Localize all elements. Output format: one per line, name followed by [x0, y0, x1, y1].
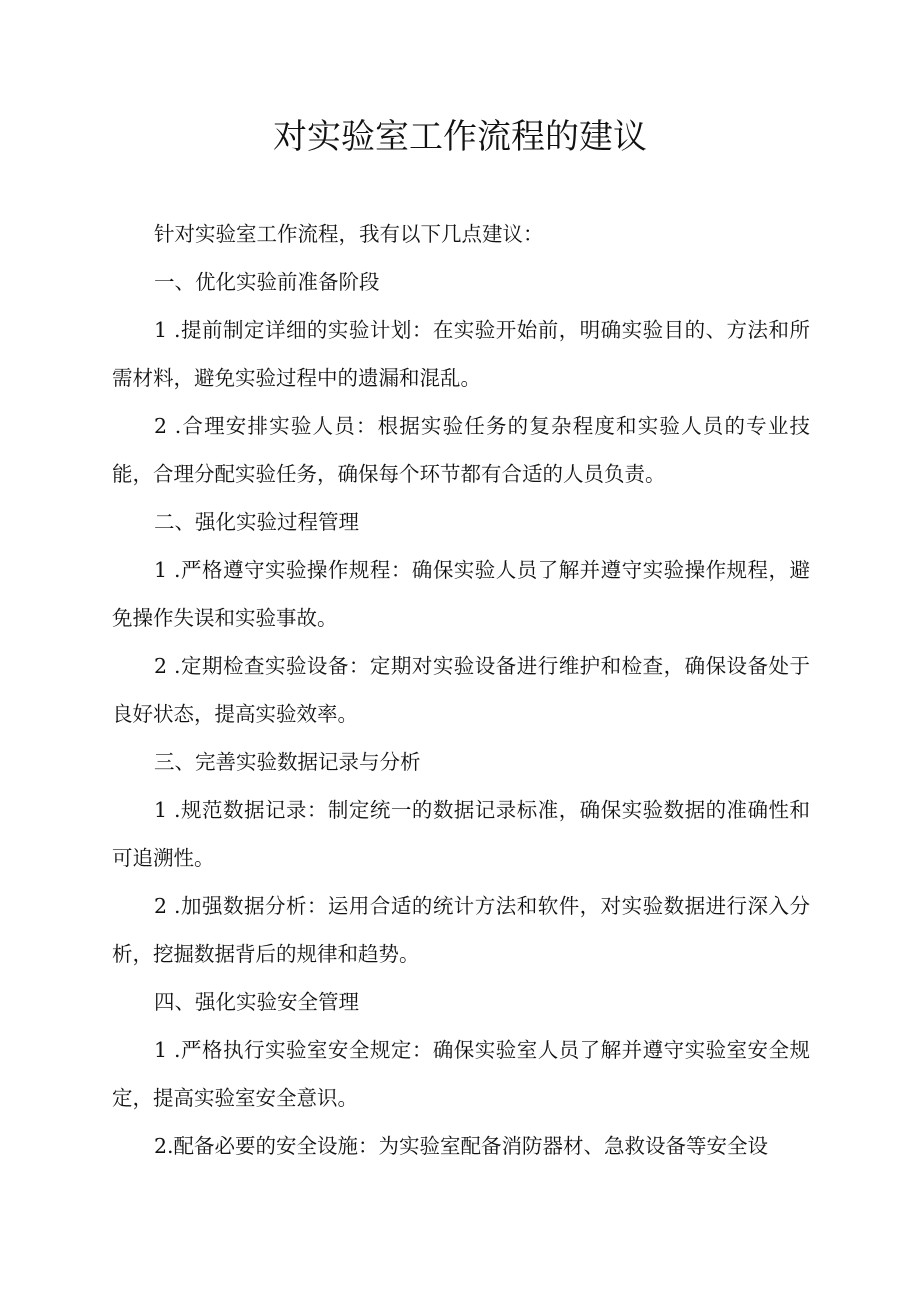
section-heading-1: 一、优化实验前准备阶段: [154, 270, 380, 294]
paragraph-3-2: 2 .加强数据分析：运用合适的统计方法和软件，对实验数据进行深入分析，挖掘数据背后的规律和趋势。: [112, 894, 810, 966]
paragraph-2-2: 2 .定期检查实验设备：定期对实验设备进行维护和检查，确保设备处于良好状态，提高实验效率。: [112, 654, 810, 726]
section-heading-2: 二、强化实验过程管理: [154, 510, 359, 534]
paragraph-4-2: 2.配备必要的安全设施：为实验室配备消防器材、急救设备等安全设: [154, 1134, 769, 1158]
paragraph-2-1: 1 .严格遵守实验操作规程：确保实验人员了解并遵守实验操作规程，避免操作失误和实验事故。: [112, 558, 810, 630]
document-title: 对实验室工作流程的建议: [273, 117, 647, 157]
paragraph-1-2: 2 .合理安排实验人员：根据实验任务的复杂程度和实验人员的专业技能，合理分配实验任务，确保每个环节都有合适的人员负责。: [112, 414, 810, 486]
paragraph-1-1: 1 .提前制定详细的实验计划：在实验开始前，明确实验目的、方法和所需材料，避免实验过程中的遗漏和混乱。: [112, 318, 810, 390]
section-heading-4: 四、强化实验安全管理: [154, 990, 359, 1014]
paragraph-4-1: 1 .严格执行实验室安全规定：确保实验室人员了解并遵守实验室安全规定，提高实验室安全意识。: [112, 1038, 810, 1110]
document-body: [112, 210, 810, 1170]
section-heading-3: 三、完善实验数据记录与分析: [154, 750, 421, 774]
intro-paragraph: 针对实验室工作流程，我有以下几点建议：: [154, 222, 544, 246]
paragraph-3-1: 1 .规范数据记录：制定统一的数据记录标准，确保实验数据的准确性和可追溯性。: [112, 798, 810, 870]
